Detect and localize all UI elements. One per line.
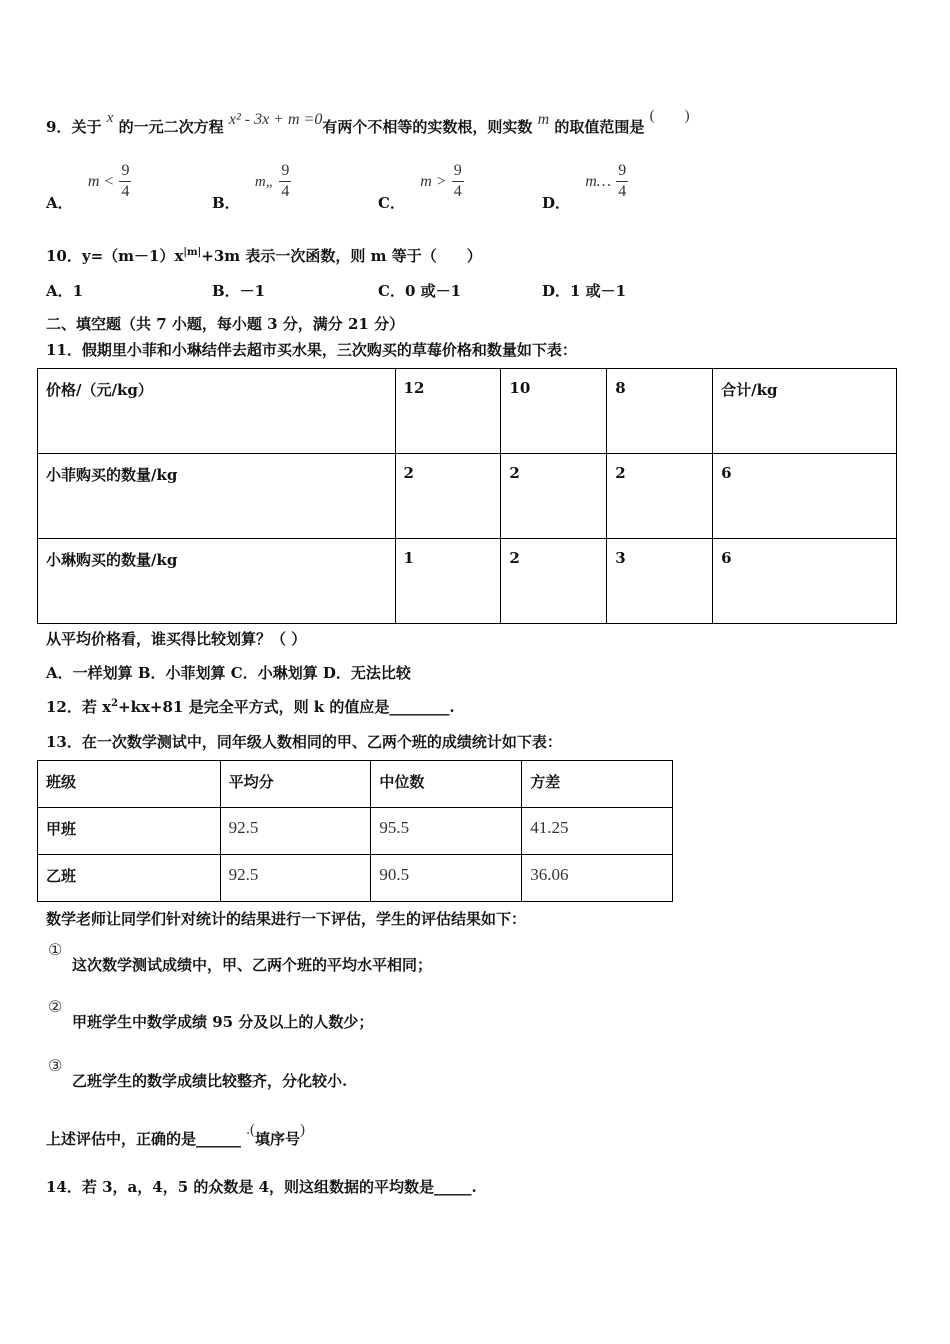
q13-item-3-mark: ③	[48, 1056, 63, 1075]
table-cell: 乙班	[38, 855, 221, 902]
q9-option-b-denominator: 4	[281, 183, 290, 200]
q13-answer-hint: 填序号	[255, 1130, 301, 1148]
q10-stem-b: +3m 表示一次函数，则 m 等于（ ）	[201, 247, 482, 265]
table-row	[38, 808, 673, 855]
q9-stem	[46, 108, 690, 137]
table-row	[38, 855, 673, 902]
table-cell: 36.06	[522, 855, 673, 902]
table-cell: 小菲购买的数量/kg	[38, 454, 396, 539]
q13-item-1-mark: ①	[48, 940, 63, 959]
q9-text-1: 关于	[71, 118, 102, 136]
table-cell: 41.25	[522, 808, 673, 855]
q9-option-d-expr: m…	[585, 172, 612, 190]
table-cell: 90.5	[371, 855, 522, 902]
table-header: 中位数	[371, 761, 522, 808]
q9-option-c-numerator: 9	[453, 162, 462, 179]
table-header: 方差	[522, 761, 673, 808]
q10-stem-a: 10．y=（m－1）x	[46, 247, 184, 265]
q12-stem	[46, 696, 455, 717]
q10-superscript: |m|	[183, 247, 202, 258]
table-row	[38, 539, 897, 624]
table-cell: 92.5	[220, 808, 371, 855]
table-cell: 合计/kg	[713, 369, 897, 454]
q13-score-table	[37, 760, 673, 902]
table-row	[38, 761, 673, 808]
table-cell: 12	[395, 369, 501, 454]
q9-option-d-label: D．	[542, 193, 571, 212]
table-cell: 小琳购买的数量/kg	[38, 539, 396, 624]
q9-option-b-expr: m„	[254, 173, 275, 190]
q13-answer-line	[46, 1122, 306, 1149]
q13-intro: 数学老师让同学们针对统计的结果进行一下评估，学生的评估结果如下：	[46, 910, 527, 928]
q9-option-b-fraction	[279, 162, 291, 201]
q9-equation: x² - 3x + m =0	[228, 111, 323, 128]
q13-answer-open: .(	[246, 1122, 255, 1138]
q9-var-x: x	[106, 110, 114, 126]
q9-answer-paren: ( )	[649, 108, 690, 124]
q9-option-d-numerator: 9	[618, 162, 627, 179]
section-heading: 二、填空题（共 7 小题，每小题 3 分，满分 21 分）	[46, 315, 405, 333]
q9-option-a-expr: m <	[87, 172, 115, 190]
q13-item-3-text: 乙班学生的数学成绩比较整齐，分化较小.	[72, 1072, 348, 1090]
q9-option-d-fraction	[616, 162, 628, 201]
q10-option-c: C．0 或－1	[378, 282, 462, 300]
q9-number: 9．	[46, 118, 72, 136]
q9-option-c-label: C．	[378, 193, 405, 212]
table-row	[38, 454, 897, 539]
table-cell: 2	[501, 454, 607, 539]
table-header: 平均分	[220, 761, 371, 808]
q12-stem-b: +kx+81 是完全平方式，则 k 的值应是________.	[118, 698, 455, 716]
q9-option-a-fraction	[119, 162, 131, 201]
q11-question: 从平均价格看，谁买得比较划算？（ ）	[46, 630, 307, 648]
q14-stem: 14．若 3，a，4，5 的众数是 4，则这组数据的平均数是_____.	[46, 1178, 477, 1196]
table-cell: 6	[713, 539, 897, 624]
q9-var-m: m	[537, 111, 550, 128]
q13-item-2-mark: ②	[48, 997, 63, 1016]
q13-item-2-text: 甲班学生中数学成绩 95 分及以上的人数少；	[72, 1013, 374, 1031]
q11-price-table	[37, 368, 897, 624]
q13-answer-close: )	[300, 1122, 306, 1138]
q11-stem: 11．假期里小菲和小琳结伴去超市买水果，三次购买的草莓价格和数量如下表：	[46, 341, 577, 359]
table-cell: 甲班	[38, 808, 221, 855]
q9-text-2: 的一元二次方程	[118, 118, 224, 136]
q9-option-a-denominator: 4	[121, 183, 130, 200]
table-cell: 2	[395, 454, 501, 539]
q9-option-d	[542, 162, 628, 212]
q9-option-c-expr: m >	[420, 172, 447, 190]
table-cell: 10	[501, 369, 607, 454]
q9-option-b-label: B．	[212, 193, 240, 212]
q12-superscript: 2	[111, 698, 119, 709]
table-cell: 92.5	[220, 855, 371, 902]
q9-option-a-label: A．	[46, 193, 73, 212]
q9-text-4: 的取值范围是	[554, 118, 645, 136]
q10-stem	[46, 245, 482, 266]
q9-option-c	[378, 162, 464, 212]
table-cell: 6	[713, 454, 897, 539]
table-cell: 95.5	[371, 808, 522, 855]
q9-option-c-denominator: 4	[453, 183, 462, 200]
q9-option-d-denominator: 4	[618, 183, 627, 200]
q13-stem: 13．在一次数学测试中，同年级人数相同的甲、乙两个班的成绩统计如下表：	[46, 733, 562, 751]
q9-option-a	[46, 162, 131, 212]
q11-options: A．一样划算 B．小菲划算 C．小琳划算 D．无法比较	[46, 664, 411, 682]
table-header: 班级	[38, 761, 221, 808]
q9-text-3: 有两个不相等的实数根，则实数	[322, 118, 533, 136]
q13-item-1-text: 这次数学测试成绩中，甲、乙两个班的平均水平相同；	[72, 956, 433, 974]
q10-option-b: B．－1	[212, 282, 266, 300]
table-cell: 2	[607, 454, 713, 539]
table-cell: 3	[607, 539, 713, 624]
q9-option-c-fraction	[452, 162, 464, 201]
q12-stem-a: 12．若 x	[46, 698, 112, 716]
q9-option-b-numerator: 9	[281, 162, 290, 179]
table-row	[38, 369, 897, 454]
table-cell: 1	[395, 539, 501, 624]
q9-option-a-numerator: 9	[121, 162, 130, 179]
q10-option-a: A．1	[46, 282, 84, 300]
q9-option-b	[212, 162, 291, 212]
table-cell: 8	[607, 369, 713, 454]
table-cell: 2	[501, 539, 607, 624]
q10-option-d: D．1 或－1	[542, 282, 627, 300]
q13-answer-prompt: 上述评估中，正确的是______	[46, 1130, 242, 1148]
table-cell: 价格/（元/kg）	[38, 369, 396, 454]
